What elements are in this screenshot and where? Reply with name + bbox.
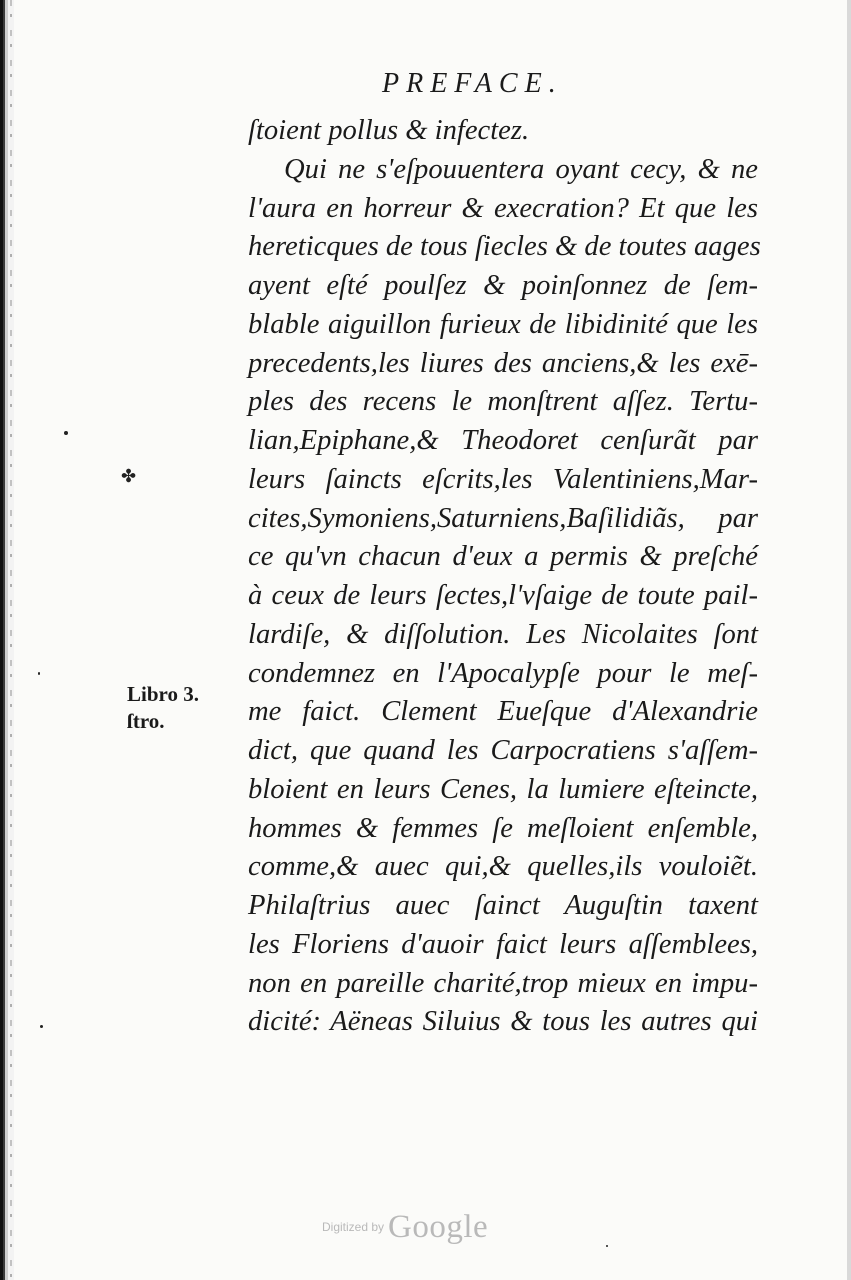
text-line: ples des recens le monſtrent aſſez. Tertu- xyxy=(248,386,758,418)
text-line: leurs ſaincts eſcrits,les Valentiniens,Mar- xyxy=(248,463,758,495)
running-head: PREFACE. xyxy=(382,68,563,99)
text-line: precedents,les liures des anciens,& les exē- xyxy=(248,347,758,379)
text-line: comme,& auec qui,& quelles,ils vouloiẽt. xyxy=(248,851,758,883)
text-line: ayent eſté poulſez & poinſonnez de ſem- xyxy=(248,270,758,301)
text-line: lian,Epiphane,& Theodoret cenſurãt par xyxy=(248,425,758,456)
text-line: dict, que quand les Carpocratiens s'aſſem- xyxy=(248,735,758,766)
text-line: ce qu'vn chacun d'eux a permis & preſché xyxy=(248,541,758,573)
text-line: condemnez en l'Apocalypſe pour le meſ- xyxy=(248,657,758,689)
text-line: hommes & femmes ſe meſloient enſemble, xyxy=(248,812,758,844)
ink-speck xyxy=(64,431,68,435)
watermark-prefix: Digitized by xyxy=(322,1220,385,1234)
text-line: blable aiguillon furieux de libidinité que les xyxy=(248,308,758,340)
text-line: Philaſtrius auec ſainct Auguſtin taxent xyxy=(248,890,758,921)
page-right-edge xyxy=(847,0,851,1280)
text-line: non en pareille charité,trop mieux en impu- xyxy=(248,967,758,999)
marginal-note xyxy=(127,681,227,735)
digitized-watermark xyxy=(322,1209,488,1249)
ink-speck xyxy=(38,672,40,675)
text-line: hereticques de tous ſiecles & de toutes aages xyxy=(248,231,761,263)
marginal-note-line: Libro 3. xyxy=(127,682,199,706)
main-text-block xyxy=(248,112,761,1042)
text-line: l'aura en horreur & execration? Et que les xyxy=(248,192,758,224)
text-line: les Floriens d'auoir faict leurs aſſemblees, xyxy=(248,928,758,960)
page-binding-edge xyxy=(0,0,14,1280)
text-line: à ceux de leurs ſectes,l'vſaige de toute pail- xyxy=(248,580,758,611)
text-line: bloient en leurs Cenes, la lumiere eſteincte, xyxy=(248,773,758,805)
text-line: ſtoient pollus & infectez. xyxy=(248,115,530,146)
text-line: me faict. Clement Eueſque d'Alexandrie xyxy=(248,696,758,728)
watermark-brand: Google xyxy=(388,1209,489,1245)
marginal-note-line: ſtro. xyxy=(127,709,165,733)
text-line: Qui ne s'eſpouuentera oyant cecy, & ne xyxy=(284,153,758,185)
ink-speck xyxy=(606,1245,608,1247)
text-line: dicité: Aëneas Siluius & tous les autres qui xyxy=(248,1006,758,1038)
text-line: cites,Symoniens,Saturniens,Baſilidiãs, par xyxy=(248,502,758,534)
ink-speck xyxy=(40,1025,43,1028)
text-line: lardiſe, & diſſolution. Les Nicolaites ſont xyxy=(248,618,758,650)
printer-ornament-icon: ✤ xyxy=(121,466,137,486)
